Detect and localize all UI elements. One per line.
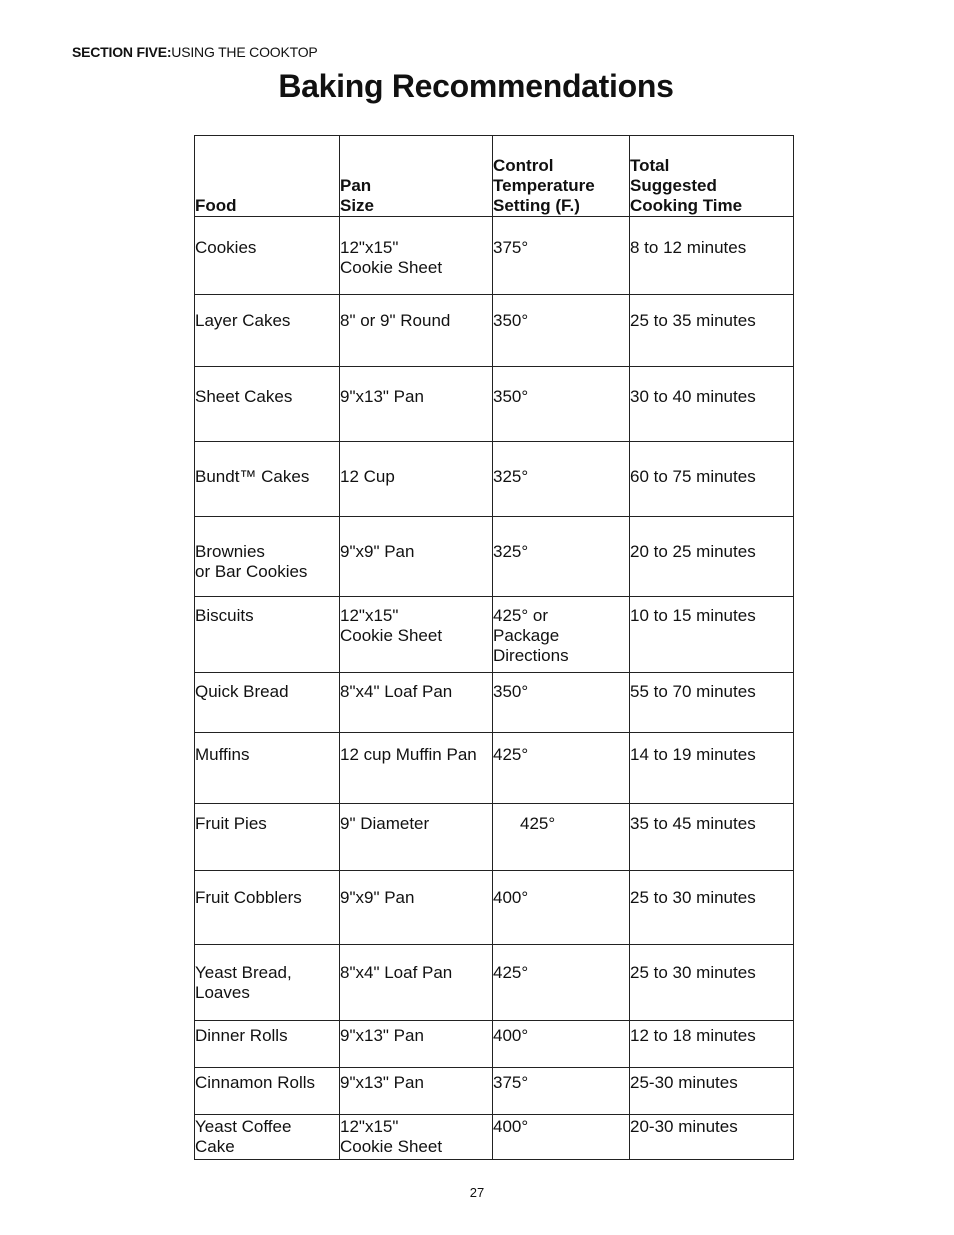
pan-size-cell-text: 9"x9" Pan	[340, 542, 415, 561]
cooking-time-cell	[630, 1115, 794, 1160]
food-cell	[195, 442, 340, 517]
pan-size-cell-text: 9"x13" Pan	[340, 387, 424, 406]
pan-size-cell-text: 9" Diameter	[340, 814, 430, 833]
temperature-cell	[493, 217, 630, 295]
cooking-time-cell-text: 25 to 35 minutes	[630, 311, 756, 330]
cooking-time-cell	[630, 442, 794, 517]
food-cell-text: Yeast Bread, Loaves	[195, 963, 292, 1002]
temperature-cell-text: 375°	[493, 1073, 529, 1092]
pan-size-cell	[340, 1068, 493, 1115]
cooking-time-cell-text: 35 to 45 minutes	[630, 814, 756, 833]
pan-size-cell	[340, 295, 493, 367]
cooking-time-cell-text: 25-30 minutes	[630, 1073, 738, 1092]
table-row	[195, 442, 794, 517]
pan-size-cell-text: 9"x9" Pan	[340, 888, 415, 907]
temperature-cell	[493, 1115, 630, 1160]
temperature-cell-text: 425° or Package Directions	[493, 606, 569, 665]
table-body	[195, 217, 794, 1160]
table-row	[195, 597, 794, 673]
food-cell	[195, 295, 340, 367]
section-label: SECTION FIVE:	[72, 44, 172, 60]
cooking-time-cell-text: 20 to 25 minutes	[630, 542, 756, 561]
cooking-time-cell	[630, 1021, 794, 1068]
temperature-cell	[493, 871, 630, 945]
food-cell	[195, 1021, 340, 1068]
cooking-time-cell	[630, 673, 794, 733]
temperature-cell	[493, 673, 630, 733]
temperature-cell	[493, 367, 630, 442]
cooking-time-cell-text: 8 to 12 minutes	[630, 238, 747, 257]
food-cell-text: Brownies or Bar Cookies	[195, 542, 308, 581]
pan-size-cell	[340, 597, 493, 673]
food-cell	[195, 733, 340, 804]
cooking-time-cell-text: 60 to 75 minutes	[630, 467, 756, 486]
table-row	[195, 733, 794, 804]
pan-size-cell	[340, 673, 493, 733]
food-cell-text: Cookies	[195, 238, 257, 257]
pan-size-cell	[340, 517, 493, 597]
cooking-time-cell-text: 25 to 30 minutes	[630, 888, 756, 907]
section-header	[72, 44, 318, 60]
cooking-time-cell-text: 30 to 40 minutes	[630, 387, 756, 406]
temperature-cell	[493, 733, 630, 804]
temperature-cell-text: 425°	[493, 963, 529, 982]
food-cell	[195, 673, 340, 733]
baking-table	[194, 135, 794, 1160]
pan-size-cell-text: 12"x15" Cookie Sheet	[340, 238, 443, 277]
cooking-time-cell	[630, 295, 794, 367]
temperature-cell	[493, 804, 630, 871]
temperature-cell	[493, 442, 630, 517]
cooking-time-cell	[630, 517, 794, 597]
page-number: 27	[469, 1185, 485, 1200]
food-cell-text: Sheet Cakes	[195, 387, 293, 406]
cooking-time-cell	[630, 597, 794, 673]
pan-size-cell	[340, 1021, 493, 1068]
temperature-cell	[493, 517, 630, 597]
food-cell-text: Dinner Rolls	[195, 1026, 288, 1045]
food-cell-text: Fruit Pies	[195, 814, 267, 833]
food-cell-text: Yeast Coffee Cake	[195, 1117, 292, 1156]
temperature-cell	[493, 597, 630, 673]
food-cell-text: Muffins	[195, 745, 250, 764]
table-row	[195, 804, 794, 871]
pan-size-cell	[340, 804, 493, 871]
food-cell-text: Layer Cakes	[195, 311, 291, 330]
cooking-time-cell-text: 14 to 19 minutes	[630, 745, 756, 764]
temperature-cell	[493, 295, 630, 367]
cooking-time-cell-text: 10 to 15 minutes	[630, 606, 756, 625]
food-cell	[195, 517, 340, 597]
table-row	[195, 367, 794, 442]
pan-size-cell-text: 8"x4" Loaf Pan	[340, 963, 453, 982]
temperature-cell	[493, 945, 630, 1021]
table-row	[195, 945, 794, 1021]
header-food-text: Food	[195, 196, 237, 215]
food-cell	[195, 871, 340, 945]
cooking-time-cell-text: 20-30 minutes	[630, 1117, 738, 1136]
header-pan-size-text: Pan Size	[340, 176, 375, 215]
table-row	[195, 871, 794, 945]
temperature-cell-text: 400°	[493, 888, 529, 907]
table-row	[195, 1021, 794, 1068]
cooking-time-cell	[630, 1068, 794, 1115]
cooking-time-cell	[630, 217, 794, 295]
cooking-time-cell	[630, 945, 794, 1021]
pan-size-cell	[340, 217, 493, 295]
temperature-cell-text: 350°	[493, 311, 529, 330]
food-cell	[195, 945, 340, 1021]
temperature-cell	[493, 1021, 630, 1068]
pan-size-cell-text: 9"x13" Pan	[340, 1026, 424, 1045]
temperature-cell-text: 350°	[493, 387, 529, 406]
food-cell-text: Bundt™ Cakes	[195, 467, 310, 486]
page-title	[0, 68, 954, 105]
cooking-time-cell-text: 12 to 18 minutes	[630, 1026, 756, 1045]
food-cell	[195, 367, 340, 442]
header-pan-size	[340, 136, 493, 217]
cooking-time-cell	[630, 804, 794, 871]
table-row	[195, 517, 794, 597]
food-cell	[195, 1115, 340, 1160]
food-cell	[195, 217, 340, 295]
food-cell	[195, 804, 340, 871]
temperature-cell-text: 350°	[493, 682, 529, 701]
temperature-cell-text: 325°	[493, 542, 529, 561]
food-cell-text: Fruit Cobblers	[195, 888, 302, 907]
table-header-row	[195, 136, 794, 217]
temperature-cell-text: 375°	[493, 238, 529, 257]
temperature-cell-text: 400°	[493, 1117, 529, 1136]
temperature-cell-text: 425°	[520, 814, 556, 833]
cooking-time-cell	[630, 733, 794, 804]
food-cell-text: Quick Bread	[195, 682, 289, 701]
pan-size-cell-text: 12 cup Muffin Pan	[340, 745, 477, 764]
cooking-time-cell	[630, 871, 794, 945]
table-row	[195, 1068, 794, 1115]
header-cooking-time	[630, 136, 794, 217]
header-food	[195, 136, 340, 217]
pan-size-cell-text: 9"x13" Pan	[340, 1073, 424, 1092]
table-row	[195, 295, 794, 367]
food-cell-text: Cinnamon Rolls	[195, 1073, 315, 1092]
pan-size-cell	[340, 733, 493, 804]
header-cooking-time-text: Total Suggested Cooking Time	[630, 156, 743, 215]
pan-size-cell-text: 12"x15" Cookie Sheet	[340, 606, 443, 645]
pan-size-cell	[340, 871, 493, 945]
cooking-time-cell	[630, 367, 794, 442]
table-row	[195, 217, 794, 295]
pan-size-cell	[340, 442, 493, 517]
food-cell	[195, 1068, 340, 1115]
pan-size-cell	[340, 367, 493, 442]
header-temperature-text: Control Temperature Setting (F.)	[493, 156, 595, 215]
food-cell-text: Biscuits	[195, 606, 254, 625]
pan-size-cell	[340, 945, 493, 1021]
cooking-time-cell-text: 55 to 70 minutes	[630, 682, 756, 701]
pan-size-cell	[340, 1115, 493, 1160]
food-cell	[195, 597, 340, 673]
temperature-cell-text: 325°	[493, 467, 529, 486]
pan-size-cell-text: 8" or 9" Round	[340, 311, 451, 330]
page-title-text: Baking Recommendations	[278, 68, 674, 104]
pan-size-cell-text: 8"x4" Loaf Pan	[340, 682, 453, 701]
cooking-time-cell-text: 25 to 30 minutes	[630, 963, 756, 982]
table-row	[195, 673, 794, 733]
temperature-cell-text: 425°	[493, 745, 529, 764]
header-temperature	[493, 136, 630, 217]
table-row	[195, 1115, 794, 1160]
pan-size-cell-text: 12 Cup	[340, 467, 395, 486]
temperature-cell-text: 400°	[493, 1026, 529, 1045]
temperature-cell	[493, 1068, 630, 1115]
pan-size-cell-text: 12"x15" Cookie Sheet	[340, 1117, 443, 1156]
section-name: USING THE COOKTOP	[171, 44, 318, 60]
